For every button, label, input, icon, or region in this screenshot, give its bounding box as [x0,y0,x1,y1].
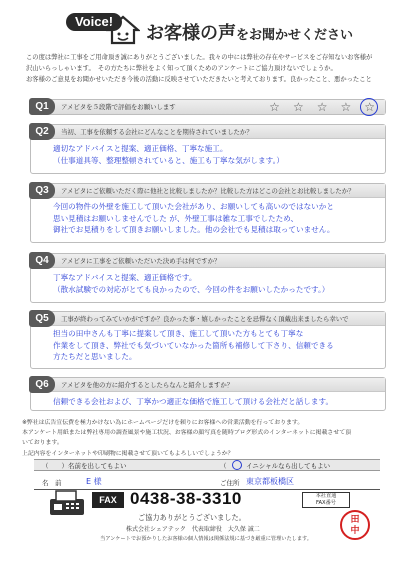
initial-selected-circle [232,460,242,470]
question-header [31,100,385,114]
question-number: Q3 [29,182,55,199]
thanks-message: ご協力ありがとうございました。 [138,513,246,522]
question-q5 [30,311,386,369]
question-text: アメピタを５段階で評価をお願いします [61,103,176,111]
question-q2 [30,124,386,174]
answer-line: 今回の物件の外壁を施工して頂いた会社があり、お願いしても高いのではないかと [53,202,334,211]
customer-info [34,475,380,489]
title-main: お客様の声 [146,23,236,44]
customer-name: E 様 [86,477,102,486]
fax-machine-icon [48,489,86,517]
consent-notes [22,418,382,459]
selected-rating-circle [360,98,378,116]
page-title [146,19,353,45]
customer-address: 東京都板橋区 [246,477,294,486]
question-text: 工事が終わってみていかがですか？良かった事・嬉しかったことを忌憚なく頂戴出来ましたら幸いで [61,315,349,323]
fax-number: 0438-38-3310 [130,489,242,508]
question-header [31,125,385,139]
question-text: 当初、工事を依頼する会社にどんなことを期待されていましたか？ [61,128,253,136]
answer-line: （散水試験での対応がとても良かったので、今回の件をお願いしたかったです。） [53,284,330,294]
hanko-stamp [340,510,370,540]
question-header [31,378,385,392]
question-header [31,254,385,268]
answer-text [53,143,284,166]
answer-text [53,328,334,363]
question-q1 [30,99,386,115]
answer-line: 丁寧なアドバイスと提案、適正価格です。 [53,273,197,282]
question-text: アメピタにご依頼いただく際に他社と比較しましたか？比較した方はどこの会社とお比較しましたか？ [61,187,355,195]
header [54,7,354,51]
question-number: Q5 [29,310,55,327]
note-line: ※弊社は広告宣伝費を極力かけない為にホームページだけを頼りにお客様への営業活動を行っております。 [22,420,304,426]
answer-text [53,272,329,295]
fax-label: FAX [92,492,124,508]
answer-line: 方たちだと思いました。 [53,352,137,361]
name-option[interactable]: （ ）名前を出してもよい [42,462,127,470]
answer-text [53,201,334,236]
question-number: Q4 [29,252,55,269]
note-line: 上記内容をインターネットや印刷物に掲載させて頂いてもよろしいでしょうか？ [22,450,234,457]
answer-line: 御社でお見積りをして頂きお願いしました。他の会社でも見積は取っていません。 [53,225,335,234]
question-number: Q2 [29,123,55,140]
intro-line: この度は弊社に工事をご用命頂き誠にありがとうございました。我々の中には弊社の存在やサービスをご存知ないお客様が [26,54,373,61]
fax-note-line: FAX番号 [316,500,336,506]
star-icon[interactable]: ☆ [340,100,352,114]
intro-text [26,52,378,85]
title-sub: をお聞かせください [236,28,354,43]
star-icon[interactable]: ☆ [364,100,375,114]
consent-options [34,459,380,471]
fax-note [302,492,350,508]
star-icon[interactable]: ☆ [316,100,328,114]
answer-text [53,396,333,408]
question-number: Q1 [29,98,55,115]
question-number: Q6 [29,376,55,393]
star-icon[interactable]: ☆ [269,100,280,114]
privacy-note: 当アンケートでお預かりしたお客様の個人情報は関係法規に基づき厳重に管理いたします。 [100,536,312,542]
house-icon [106,15,140,45]
answer-line: 信頼できる会社および、丁寧かつ適正な価格で施工して頂ける会社だと話します。 [53,397,334,406]
star-icon[interactable]: ☆ [292,100,304,114]
question-q4 [30,253,386,303]
answer-line: 適切なアドバイスと提案、適正価格、丁寧な施工。 [53,144,228,153]
rating-stars[interactable] [269,100,375,114]
question-text: アメピタに工事をご依頼いただいた決め手は何ですか？ [61,257,221,265]
intro-line: お客様のご意見をお聞かせいただき今後の活動に反映させていただきたいと考えております。良かったこと、悪かったこと [26,76,372,83]
note-line: 本アンケート用紙または弊社専用の調査風景や施工状況、お客様の顔写真を随時ブログ形式のインターネットに掲載させて頂 [22,430,351,437]
fax-note-line: 本社直通 [315,493,337,499]
initial-option[interactable]: （ ）イニシャルなら出してもよい [220,462,331,470]
voice-label: Voice! [66,13,122,31]
answer-line: 思い見積はお願いしませんでした が、外壁工事は雑な工事でしたため、 [53,213,299,223]
answer-line: 担当の田中さんも丁寧に提案して頂き、施工して頂いた方もとても丁寧な [53,329,304,338]
stamp-char: 中 [350,526,360,536]
answer-line: （仕事道具等、整理整頓されていると、施工も丁寧な気がします。） [53,155,284,165]
note-line: いております。 [22,440,63,447]
company-signature: 株式会社シェアテック 代表取締役 大久保 誠二 [126,526,260,533]
intro-line: 沢山いらっしゃいます。 その方たちに弊社をよく知って頂くためのアンケートにご協力頂けないでしょうか。 [26,65,337,72]
address-label: ご住所 [220,479,240,487]
name-label: 名 前 [42,479,62,487]
question-header [31,184,385,198]
question-text: アメピタを他の方に紹介するとしたらなんと紹介しますか？ [61,381,234,389]
question-header [31,312,385,326]
question-q3 [30,183,386,243]
stamp-char: 田 [350,515,360,525]
question-q6 [30,377,386,411]
answer-line: 作業をして頂き、弊社でも気づいていなかった箇所も補修して下さり、信頼できる [53,340,334,350]
